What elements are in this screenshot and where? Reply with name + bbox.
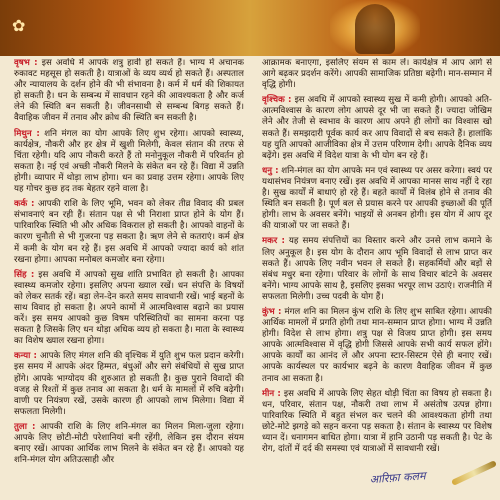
section-title: कर्क : — [14, 199, 35, 210]
section-title: तुला : — [14, 421, 36, 432]
rashi-section — [14, 58, 244, 125]
right-column — [262, 58, 492, 498]
rashi-section — [262, 58, 492, 91]
section-text: आपके लिए मंगल शनि की वृश्चिक में युति शुभ फल प्रदान करेगी। इस समय में आपके अंदर हिम्मत, बंधुओं और सगे संबंधियों से सुख प्राप्त होंगे। आपके भाग्योदय की शुरुआत हो सकती है। कुछ पुराने विवादों की वजह से रिश्तों में कुछ तनाव आ सकता है। धर्म के मामलों में रुचि बढ़ेगी। वाणी पर नियंत्रण रखें, उसके कारण ही आपको लाभ मिलेगा। विद्या में सफलता मिलेगी। — [14, 351, 244, 417]
rashi-section — [262, 389, 492, 456]
section-text: आपकी राशि के लिए शनि-मंगल का मिलन मिला-जुला रहेगा। आपके लिए छोटी-मोटी परेशानियां बनी रहेंगी, लेकिन इस दौरान संयम बनाए रखें। आपका आर्थिक लाभ मिलने के संकेत बन रहे हैं। आपको यह शनि-मंगल योग अतिउत्साही और — [14, 421, 244, 466]
section-title: कन्या : — [14, 351, 37, 362]
section-title: कुंभ : — [262, 306, 282, 317]
rashi-section — [262, 95, 492, 162]
section-text: शनि-मंगल का योग आपके मन एवं स्वास्थ्य पर असर करेगा। स्वयं पर यथासंभव नियंत्रण बनाए रखें। इस अवधि में आपका मानस साथ नहीं दे रहा है। सुख कार्यों में बाधाएं हो रहे हैं। बहते कार्यों में विलंब होने से तनाव की स्थिति बन सकती है। पूर्ण बल से प्रयास करने पर आपकी इच्छाओं की पूर्ति होगी। लाभ के अवसर बनेंगे। भाइयों से अनबन होगी। इस योग में आप दूर की यात्राओं पर जा सकते हैं। — [262, 165, 492, 232]
section-text: शनि मंगल का योग आपके लिए शुभ रहेगा। आपको स्वास्थ्य, कार्यक्षेत्र, नौकरी और हर क्षेत्र में खुशी मिलेगी, केवल संतान की तरफ से चिंता रहेगी। यदि आप नौकरी करते हैं तो मनोनुकूल नौकरी में परिवर्तन हो सकता है। नई एवं अच्छी नौकरी मिलने के संकेत बन रहे हैं। विद्या में उन्नति होगी। व्यापार में थोड़ा लाभ होगा। धन का प्रवाह उत्तम रहेगा। आपके लिए यह गोचर कुछ हद तक बेहतर रहने वाला है। — [14, 128, 244, 195]
section-title: मकर : — [262, 236, 285, 247]
left-column — [14, 58, 244, 498]
section-title: मिथुन : — [14, 128, 40, 139]
section-text: इस अवधि में आपको स्वास्थ्य सुख में कमी होगी। आपको अति-आत्मविश्वास के कारण लोग आपसे दूर भी जा सकते हैं। ज्यादा जोखिम लेने और तेजी से स्वभाव के कारण आप अपने ही लोगों का विश्वास खो सकते हैं। समझदारी पूर्वक कार्य कर आप विवादों से बच सकते हैं। हालांकि यह युति आपको आजीविका क्षेत्र में उत्तम परिणाम देगी। आपके दैनिक व्यय बढ़ेंगे। इस अवधि में विदेश यात्रा के भी योग बन रहे हैं। — [262, 95, 492, 161]
author-signature: आरिफ़ा कलम — [369, 469, 426, 487]
section-title: वृषभ : — [14, 58, 38, 68]
header-banner — [0, 0, 500, 56]
rashi-section — [262, 307, 492, 385]
section-text: मंगल शनि का मिलन कुंभ राशि के लिए शुभ साबित रहेगा। आपकी आर्थिक मामलों में प्रगति होगी तथा मान-सम्मान प्राप्त होगा। भाग्य में उन्नति होगी। विदेश से लाभ होगा। शत्रु पक्ष से विजय प्राप्त होगी। इस समय आपके आत्मविश्वास में वृद्धि होगी जिससे आपके सभी कार्य सफल होंगे। आपके कार्यों का आनंद लें और अपना स्टार-सिस्टम ऐसे ही बनाए रखें। आपके कार्यस्थल पर कार्यभार बढ़ने के कारण वैवाहिक जीवन में कुछ तनाव आ सकता है। — [262, 306, 492, 384]
meditating-figure-image — [355, 4, 395, 54]
section-text: यह समय संपत्तियों का विस्तार करने और उनसे लाभ कमाने के लिए अनुकूल है। इस योग के दौरान आप भूमि विवादों से लाभ प्राप्त कर सकते हैं। आपके लिए नवीन भवन ले सकते हैं। सहकर्मियों और बड़ों से संबंध मधुर बना रहेगा। परिवार के लोगों के साथ विचार बांटने के अवसर बनेंगे। भाग्य आपके साथ है, इसलिए इसका भरपूर लाभ उठाएं। राजनीति में सफलता मिलेगी। उच्च पदवी के योग हैं। — [262, 236, 492, 302]
section-text: इस अवधि में आपके लिए सेहत थोड़ी चिंता का विषय हो सकता है। धन, परिवार, संतान पक्ष, नौकरी तथा लाभ में असंतोष उत्पन्न होगा। पारिवारिक स्थिति में बहुत संभल कर चलने की आवश्यकता होगी तथा छोटे-मोटे झगड़े को सहन करना पड़ सकता है। संतान के स्वास्थ्य पर विशेष ध्यान दें। धनागमन बाधित होगा। यात्रा में हानि उठानी पड़ सकती है। पेट के रोग, दांतों में दर्द की समस्या एवं यात्राओं में सावधानी रखें। — [262, 388, 492, 455]
rashi-section — [262, 236, 492, 303]
rashi-section — [14, 351, 244, 418]
rashi-section — [262, 166, 492, 233]
rashi-section — [14, 422, 244, 466]
section-text: इस अवधि में आपके शत्रु हावी हो सकते हैं। भाग्य में अचानक रुकावट महसूस हो सकती है। यात्राओं के व्यय व्यर्थ हो सकते हैं। अस्पताल और न्यायालय के दर्शन होने की भी संभावना है। कर्म में धर्म की शिकायत हो सकती है। धन के सम्बन्ध में सावधान रहने की आवश्यकता है और कर्ज लेने की स्थिति बन सकती है। जीवनसाथी से सम्बन्ध बिगड़ सकते हैं। वैवाहिक जीवन में तनाव और क्रोध की स्थिति बन सकती है। — [14, 58, 244, 124]
section-text: आपकी राशि के लिए भूमि, भवन को लेकर तीव्र विवाद की प्रबल संभावनाएं बन रही हैं। संतान पक्ष से भी निराशा प्राप्त होने के योग हैं। पारिवारिक स्थिति भी और अधिक विकराल हो सकती है। आपको वाहनों के कारण चुनौती से भी गुजरना पड़ सकता है। ऋण लेने से कतराएं। कर्म क्षेत्र में कमी के योग बन रहे हैं। इस अवधि में आपको ज्यादा कार्य को शांत रखना होगा। आपका मनोबल कमजोर बना रहेगा। — [14, 199, 244, 265]
section-title: धनु : — [262, 165, 279, 176]
section-title: मीन : — [262, 388, 281, 399]
section-title: सिंह : — [14, 269, 35, 280]
section-text: इस अवधि में आपको सुख शांति प्रभावित हो सकती है। आपका स्वास्थ्य कमजोर रहेगा। इसलिए अपना ख्याल रखें। धन संपत्ति के विषयों को लेकर सतर्क रहें। बड़ा लेन-देन करते समय सावधानी रखें। भाई बहनों के साथ विवाद हो सकता है। अपने कामों में आत्मविश्वास बढ़ाने का प्रयास करें। इस समय आपको कुछ विषम परिस्थितियों का सामना करना पड़ सकता है जिसके लिए धन थोड़ा अधिक व्यय हो सकता है। माता के स्वास्थ्य का विशेष ख्याल रखना होगा। — [14, 269, 244, 347]
rashi-section — [14, 199, 244, 266]
section-text: आक्रामक बनाएगा, इसलिए संयम से काम लें। कार्यक्षेत्र में आप आगे से आगे बढ़कर प्रदर्शन करेंगे। आपकी सामाजिक प्रतिष्ठा बढ़ेगी। मान-सम्मान में वृद्धि होगी। — [262, 58, 492, 91]
lotus-icon: ✿ — [12, 16, 26, 35]
rashi-section — [14, 270, 244, 348]
section-title: वृश्चिक : — [262, 95, 292, 106]
rashi-section — [14, 129, 244, 196]
